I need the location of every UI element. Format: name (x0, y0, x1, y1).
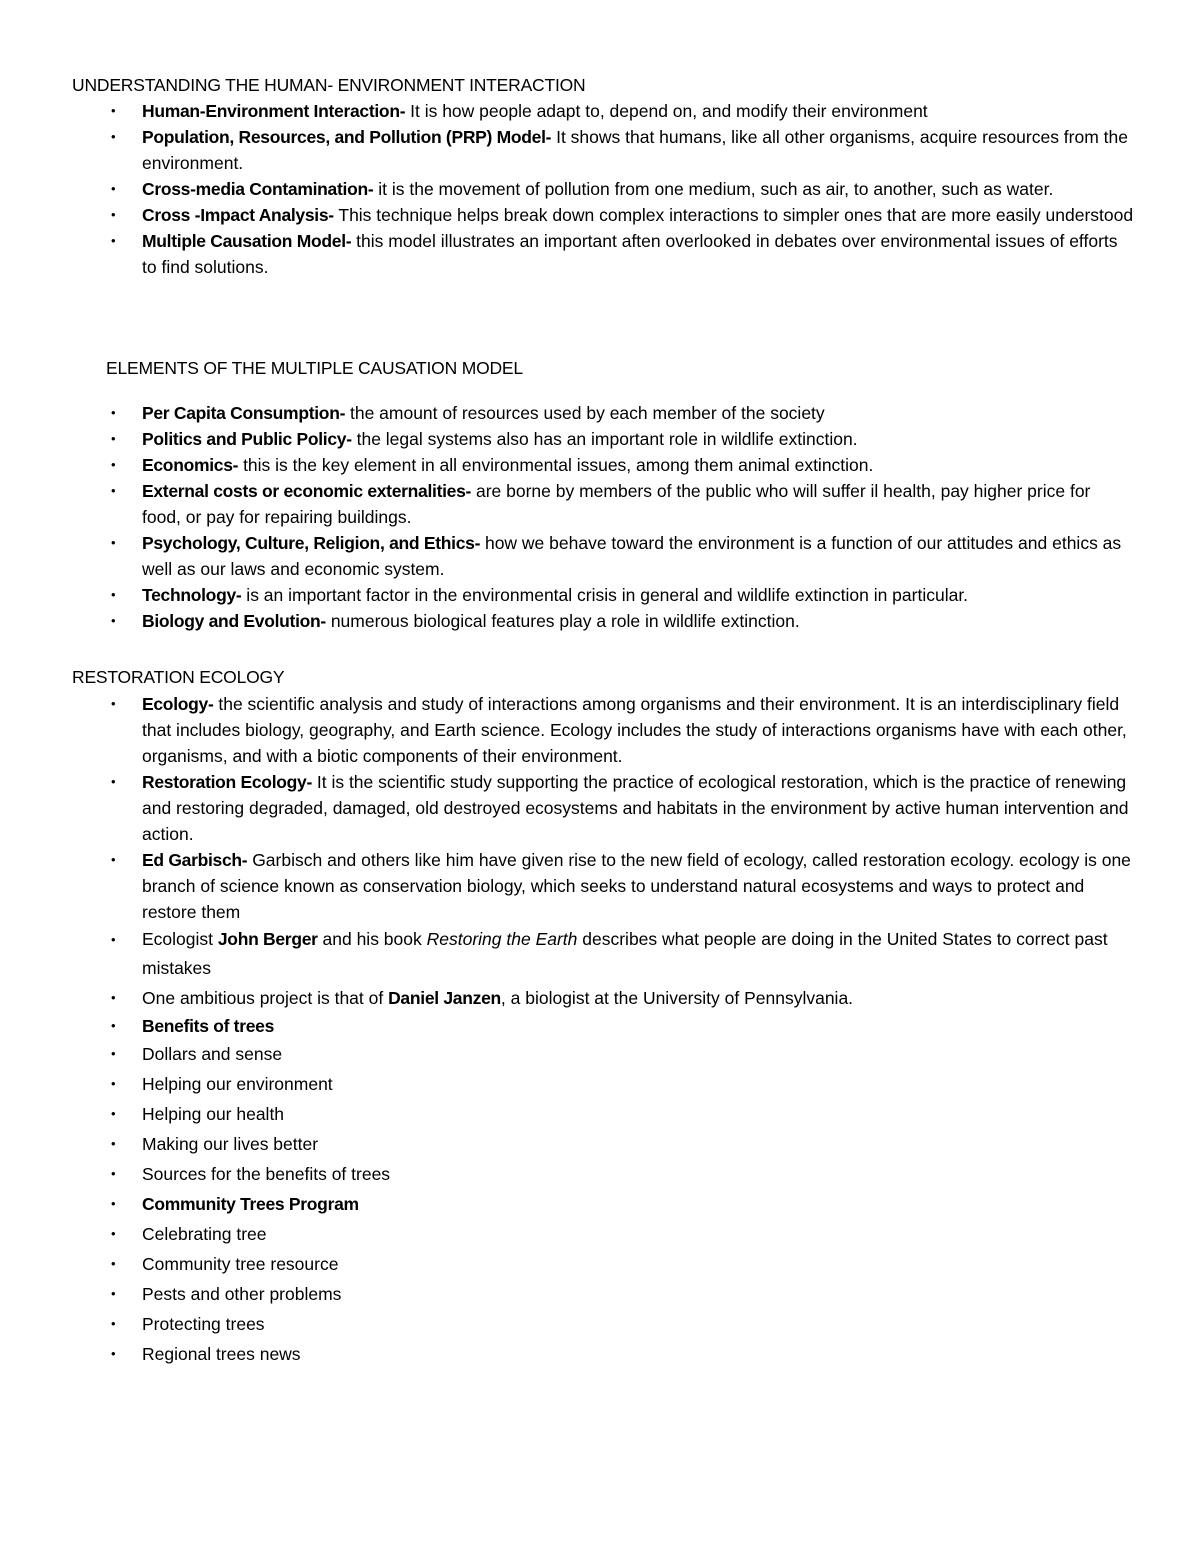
list-item-benefit: • Sources for the benefits of trees (0, 1159, 1200, 1189)
list-item: • Restoration Ecology- It is the scientific study supporting the practice of ecological restoration, which is the practice of renewing and restoring degraded, damaged, old destroyed ecosystems and habitats in the environment by active human intervention and action. (0, 769, 1200, 847)
bullet-icon: • (111, 852, 116, 867)
bullet-icon: • (111, 1046, 116, 1061)
list-item-berger: • Ecologist John Berger and his book Restoring the Earth describes what people are doing in the United States to correct past mistakes (0, 925, 1200, 983)
bullet-icon: • (111, 431, 116, 446)
list-item-benefit: • Dollars and sense (0, 1039, 1200, 1069)
list-item: • Economics- this is the key element in all environmental issues, among them animal extinction. (0, 452, 1200, 478)
bullet-icon: • (111, 1076, 116, 1091)
bullet-icon: • (111, 587, 116, 602)
section-heading-restoration-ecology: RESTORATION ECOLOGY (72, 667, 285, 687)
list-item-program-title: • Community Trees Program (0, 1189, 1200, 1219)
list-item-program: • Regional trees news (0, 1339, 1200, 1369)
section-heading-multiple-causation: ELEMENTS OF THE MULTIPLE CAUSATION MODEL (106, 358, 523, 378)
restoration-ecology-list (0, 691, 1200, 1369)
list-item-program: • Celebrating tree (0, 1219, 1200, 1249)
bullet-icon: • (111, 1286, 116, 1301)
bullet-icon: • (111, 535, 116, 550)
bullet-icon: • (111, 774, 116, 789)
list-item-janzen: • One ambitious project is that of Daniel Janzen, a biologist at the University of Pennsylvania. (0, 983, 1200, 1013)
list-item-benefit: • Making our lives better (0, 1129, 1200, 1159)
bullet-icon: • (111, 233, 116, 248)
list-item: • Politics and Public Policy- the legal systems also has an important role in wildlife extinction. (0, 426, 1200, 452)
list-item: • Per Capita Consumption- the amount of resources used by each member of the society (0, 400, 1200, 426)
bullet-icon: • (111, 613, 116, 628)
bullet-icon: • (111, 1346, 116, 1361)
list-item: • Population, Resources, and Pollution (PRP) Model- It shows that humans, like all other organisms, acquire resources from the environment. (0, 124, 1200, 176)
bullet-icon: • (111, 103, 116, 118)
bullet-icon: • (111, 696, 116, 711)
bullet-icon: • (111, 1316, 116, 1331)
list-item: • Ecology- the scientific analysis and study of interactions among organisms and their environment. It is an interdisciplinary field that includes biology, geography, and Earth science. Ecology includes the study of interactions organisms have with each other, organisms, and with a biotic components of their environment. (0, 691, 1200, 769)
bullet-icon: • (111, 207, 116, 222)
list-item: • Biology and Evolution- numerous biological features play a role in wildlife extinction. (0, 608, 1200, 634)
bullet-icon: • (111, 932, 116, 947)
list-item-benefits-title: • Benefits of trees (0, 1013, 1200, 1039)
list-item: • Cross-media Contamination- it is the movement of pollution from one medium, such as air, to another, such as water. (0, 176, 1200, 202)
list-item: • Psychology, Culture, Religion, and Ethics- how we behave toward the environment is a function of our attitudes and ethics as well as our laws and economic system. (0, 530, 1200, 582)
list-item: • Cross -Impact Analysis- This technique helps break down complex interactions to simpler ones that are more easily understood (0, 202, 1200, 228)
list-item-benefit: • Helping our health (0, 1099, 1200, 1129)
bullet-icon: • (111, 1166, 116, 1181)
interaction-list (0, 98, 1200, 280)
bullet-icon: • (111, 1256, 116, 1271)
bullet-icon: • (111, 1136, 116, 1151)
list-item: • Multiple Causation Model- this model illustrates an important aften overlooked in debates over environmental issues of efforts to find solutions. (0, 228, 1200, 280)
bullet-icon: • (111, 129, 116, 144)
list-item: • Technology- is an important factor in the environmental crisis in general and wildlife extinction in particular. (0, 582, 1200, 608)
bullet-icon: • (111, 457, 116, 472)
list-item-program: • Protecting trees (0, 1309, 1200, 1339)
bullet-icon: • (111, 405, 116, 420)
bullet-icon: • (111, 1106, 116, 1121)
list-item: • External costs or economic externalities- are borne by members of the public who will suffer il health, pay higher price for food, or pay for repairing buildings. (0, 478, 1200, 530)
bullet-icon: • (111, 483, 116, 498)
list-item-program: • Community tree resource (0, 1249, 1200, 1279)
bullet-icon: • (111, 990, 116, 1005)
bullet-icon: • (111, 1196, 116, 1211)
causation-elements-list (0, 400, 1200, 634)
list-item-benefit: • Helping our environment (0, 1069, 1200, 1099)
section-heading-human-environment: UNDERSTANDING THE HUMAN- ENVIRONMENT INTERACTION (72, 75, 586, 95)
bullet-icon: • (111, 1226, 116, 1241)
bullet-icon: • (111, 1018, 116, 1033)
bullet-icon: • (111, 181, 116, 196)
list-item: • Human-Environment Interaction- It is how people adapt to, depend on, and modify their environment (0, 98, 1200, 124)
list-item: • Ed Garbisch- Garbisch and others like him have given rise to the new field of ecology, called restoration ecology. ecology is one branch of science known as conservation biology, which seeks to understand natural ecosystems and ways to protect and restore them (0, 847, 1200, 925)
list-item-program: • Pests and other problems (0, 1279, 1200, 1309)
